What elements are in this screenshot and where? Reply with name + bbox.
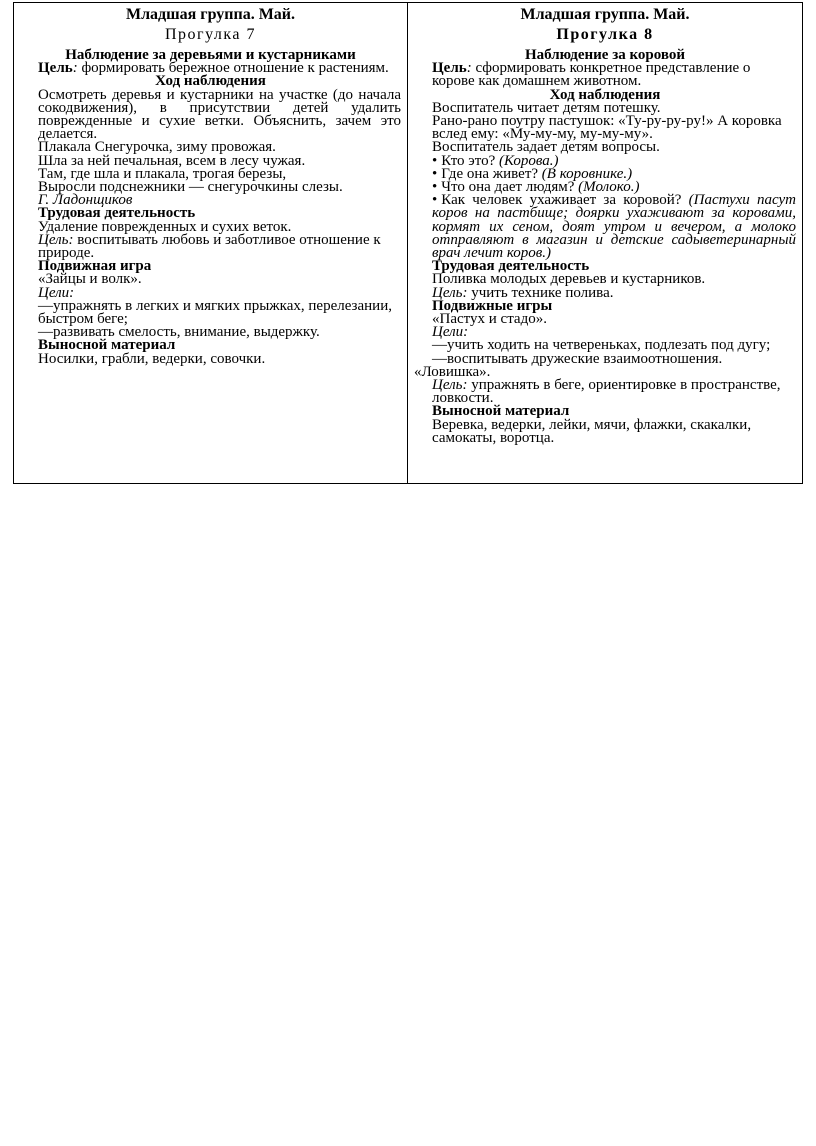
course-title: Ход наблюдения xyxy=(549,86,661,103)
goal xyxy=(414,62,796,88)
observation-title: Наблюдение за деревьями и кустарниками xyxy=(65,47,356,63)
goal-item: —упражнять в легких и мягких прыжках, перелезании, быстром беге; xyxy=(38,297,392,328)
group-title: Младшая группа. Май. xyxy=(125,6,296,23)
goal-text: сформировать конкретное представление о корове как домашнем животном. xyxy=(432,60,751,90)
game2-goal xyxy=(414,379,796,405)
question-text: Что она дает людям? xyxy=(441,179,579,196)
goals-label-text: Цели: xyxy=(432,324,469,341)
question-item xyxy=(414,194,796,260)
goal-item: —учить ходить на четвереньках, подлезать под дугу; xyxy=(432,337,771,354)
walk-7-column xyxy=(14,3,408,483)
course-intro: Воспитатель читает детям потешку. xyxy=(432,99,661,116)
group-title: Младшая группа. Май. xyxy=(520,6,690,23)
walk-title: Прогулка 7 xyxy=(164,26,257,43)
poem-line: Выросли подснежники — снегурочкины слезы. xyxy=(38,179,343,196)
games-title: Подвижные игры xyxy=(432,297,553,314)
poem-line: Шла за ней печальная, всем в лесу чужая. xyxy=(38,152,306,169)
labor-title: Трудовая деятельность xyxy=(38,205,196,222)
game2-name: «Ловишка». xyxy=(414,363,491,380)
labor-text: Поливка молодых деревьев и кустарников. xyxy=(432,271,706,288)
game1-name: «Пастух и стадо». xyxy=(432,311,547,328)
answer-text: (В коровнике.) xyxy=(541,165,633,182)
course-text: Осмотреть деревья и кустарники на участке (до начала сокодвижения), в присутствии детей удалить поврежденные и сухие ветки. Объяснить, зачем это делается. xyxy=(38,86,401,143)
answer-text: (Корова.) xyxy=(499,152,559,169)
material-text: Веревка, ведерки, лейки, мячи, флажки, скакалки, самокаты, воротца. xyxy=(432,416,752,446)
poem-author-text: Г. Ладонщиков xyxy=(38,192,133,209)
labor-text: Удаление поврежденных и сухих веток. xyxy=(38,218,292,235)
game-title: Подвижная игра xyxy=(38,258,152,275)
answer-text: (Молоко.) xyxy=(578,179,640,196)
rhyme-text: Рано-рано поутру пастушок: «Ту-ру-ру-ру!» А коровка вслед ему: «Му-му-му, му-му-му». xyxy=(432,113,782,143)
material-title: Выносной материал xyxy=(432,403,570,420)
material-text: Носилки, грабли, ведерки, совочки. xyxy=(38,350,266,367)
question-text: Где она живет? xyxy=(441,165,542,182)
goal-text: формировать бережное отношение к растениям. xyxy=(77,60,389,77)
labor-goal xyxy=(20,231,401,262)
goal-item: —воспитывать дружеские взаимоотношения. xyxy=(432,350,723,367)
game2-goal-label: Цель: xyxy=(432,377,468,394)
labor-title: Трудовая деятельность xyxy=(432,258,590,275)
goal-colon: : xyxy=(72,60,78,77)
question-text: Кто это? xyxy=(441,152,500,169)
goal-colon: : xyxy=(466,60,472,77)
walk-plan-table xyxy=(13,2,803,484)
course-title: Ход наблюдения xyxy=(155,73,266,90)
question-text: Как человек ухаживает за коровой? xyxy=(441,192,689,209)
goal-label: Цель xyxy=(38,60,73,77)
labor-goal-label: Цель: xyxy=(38,231,74,248)
goal-item: —развивать смелость, внимание, выдержку. xyxy=(38,324,320,341)
goal-label: Цель xyxy=(432,60,467,77)
observation-title: Наблюдение за коровой xyxy=(524,47,686,63)
walk-title: Прогулка 8 xyxy=(556,26,654,43)
answer-text: (Пастухи пасут коров на пастбище; доярки ухаживают за коровами, кормят их сеном, доят утром и вечером, а молоко отправляют в магазин и детские садыветеринарный врач лечит коров.) xyxy=(432,192,797,262)
questions-intro: Воспитатель задает детям вопросы. xyxy=(432,139,660,156)
poem-line: Там, где шла и плакала, трогая березы, xyxy=(38,165,287,182)
goals-label-text: Цели: xyxy=(38,284,75,301)
labor-goal-label: Цель: xyxy=(432,284,468,301)
material-title: Выносной материал xyxy=(38,337,176,354)
walk-8-column xyxy=(408,3,802,483)
game2-goal-text: упражнять в беге, ориентировке в пространстве, ловкости. xyxy=(432,377,781,407)
game-name: «Зайцы и волк». xyxy=(38,271,142,288)
labor-goal-text: учить технике полива. xyxy=(467,284,614,301)
labor-goal-text: воспитывать любовь и заботливое отношение к природе. xyxy=(38,231,381,262)
poem-line: Плакала Снегурочка, зиму провожая. xyxy=(38,139,276,156)
